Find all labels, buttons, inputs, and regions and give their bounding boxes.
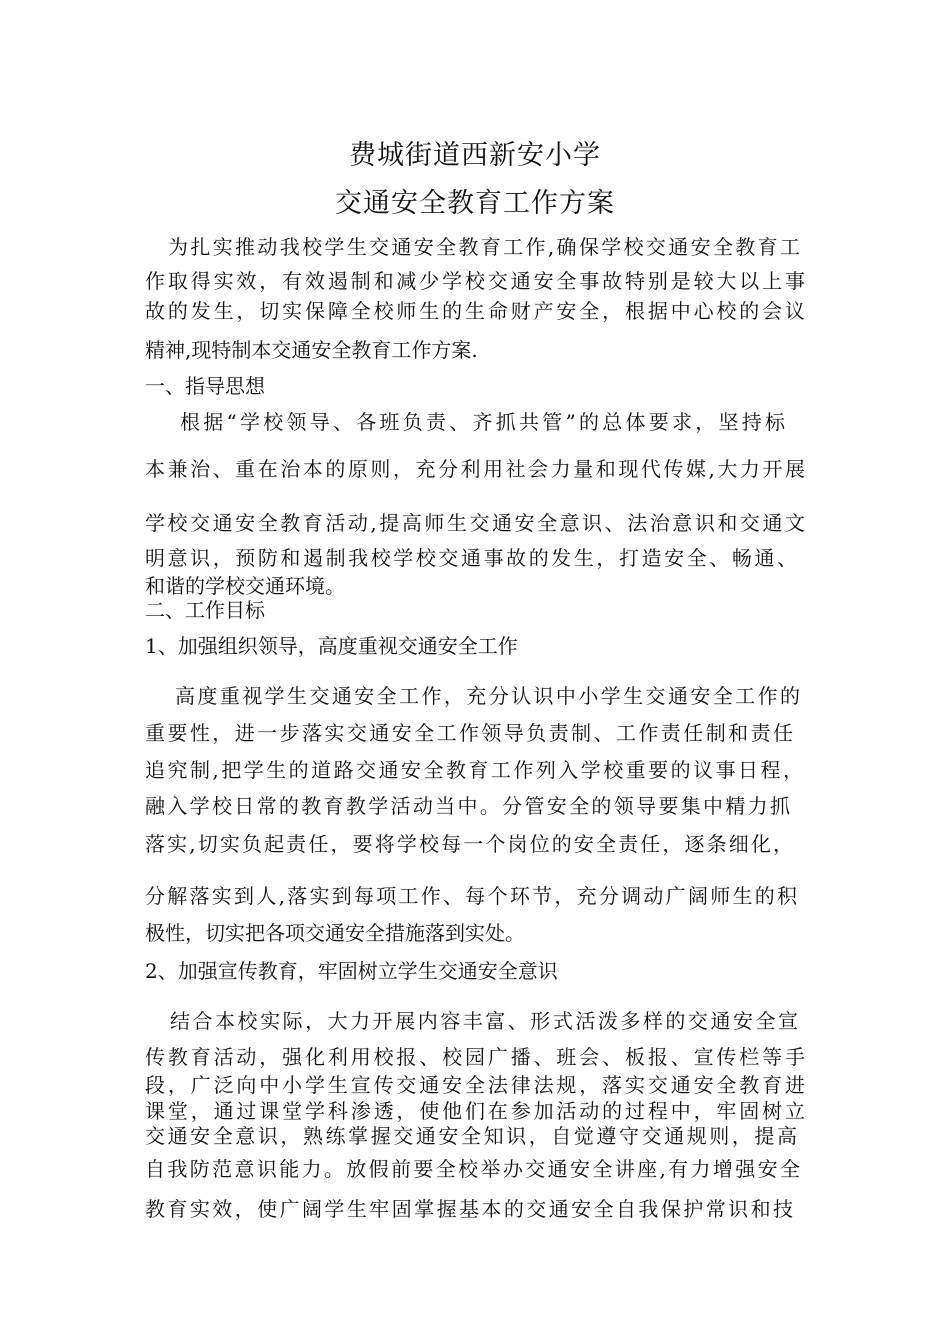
intro-line: 作取得实效，有效遏制和减少学校交通安全事故特别是较大以上事 — [145, 269, 805, 293]
paragraph-line: 明意识，预防和遏制我校学校交通事故的发生，打造安全、畅通、 — [145, 546, 797, 570]
paragraph-line: 自我防范意识能力。放假前要全校举办交通安全讲座,有力增强安全 — [145, 1157, 800, 1181]
document-title-school: 费城街道西新安小学 — [349, 140, 601, 171]
paragraph-line: 交通安全意识，熟练掌握交通安全知识，自觉遵守交通规则，提高 — [145, 1124, 797, 1148]
paragraph-line: 结合本校实际，大力开展内容丰富、形式活泼多样的交通安全宣 — [170, 1009, 798, 1033]
paragraph-line: 分解落实到人,落实到每项工作、每个环节，充分调动广阔师生的积 — [145, 884, 797, 908]
paragraph-line: 传教育活动，强化利用校报、校园广播、班会、板报、宣传栏等手 — [145, 1045, 805, 1069]
section-heading-guiding-thought: 一、指导思想 — [145, 374, 265, 398]
paragraph-line: 教育实效，使广阔学生牢固掌握基本的交通安全自我保护常识和技 — [145, 1197, 793, 1221]
item-heading-publicity: 2、加强宣传教育，牢固树立学生交通安全意识 — [145, 959, 558, 983]
intro-line: 精神,现特制本交通安全教育工作方案. — [145, 338, 478, 362]
paragraph-line: 落实,切实负起责任，要将学校每一个岗位的安全责任，逐条细化， — [145, 832, 793, 856]
paragraph-line: 重要性，进一步落实交通安全工作领导负责制、工作责任制和责任 — [145, 721, 793, 745]
paragraph-line: 追究制,把学生的道路交通安全教育工作列入学校重要的议事日程， — [145, 758, 803, 782]
intro-line: 故的发生，切实保障全校师生的生命财产安全，根据中心校的会议 — [145, 299, 805, 323]
document-title-plan: 交通安全教育工作方案 — [335, 188, 615, 219]
paragraph-line: 极性，切实把各项交通安全措施落到实处。 — [145, 921, 525, 945]
paragraph-line: 课堂，通过课堂学科渗透，使他们在参加活动的过程中，牢固树立 — [145, 1099, 805, 1123]
paragraph-line: 和谐的学校交通环境。 — [145, 574, 345, 598]
paragraph-line: 段，广泛向中小学生宣传交通安全法律法规，落实交通安全教育进 — [145, 1073, 805, 1097]
section-heading-work-goals: 二、工作目标 — [145, 598, 265, 622]
paragraph-line: 高度重视学生交通安全工作，充分认识中小学生交通安全工作的 — [175, 684, 800, 708]
paragraph-line: 本兼治、重在治本的原则，充分利用社会力量和现代传媒,大力开展 — [145, 457, 805, 481]
intro-line: 为扎实推动我校学生交通安全教育工作,确保学校交通安全教育工 — [168, 235, 800, 259]
item-heading-leadership: 1、加强组织领导，高度重视交通安全工作 — [145, 634, 518, 658]
paragraph-line: 学校交通安全教育活动,提高师生交通安全意识、法治意识和交通文 — [145, 511, 805, 535]
paragraph-line: 融入学校日常的教育教学活动当中。分管安全的领导要集中精力抓 — [145, 794, 790, 818]
paragraph-line: 根据“学校领导、各班负责、齐抓共管”的总体要求，坚持标 — [180, 410, 785, 434]
